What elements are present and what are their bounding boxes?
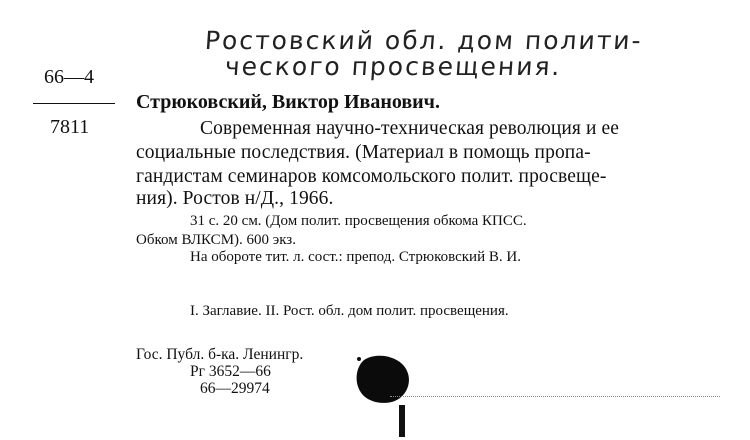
title-line-3: гандистам семинаров комсомольского полит. просвеще- [136, 166, 607, 187]
ink-drip [396, 405, 410, 437]
dotted-smudge [390, 396, 720, 397]
handwritten-note-line-1: Ростовский обл. дом полити- [203, 26, 644, 55]
tracings-line: I. Заглавие. II. Рост. обл. дом полит. просвещения. [190, 303, 509, 319]
shelfmark-bottom: 7811 [50, 116, 90, 138]
title-line-2: социальные последствия. (Материал в помощь пропа- [136, 142, 591, 163]
shelfmark-divider [33, 103, 115, 104]
library-code-1: Рг 3652—66 [190, 363, 271, 380]
library-code-2: 66—29974 [200, 380, 270, 397]
physical-description-line-1: 31 с. 20 см. (Дом полит. просвещения обкома КПСС. [190, 213, 527, 229]
physical-description-line-2: Обком ВЛКСМ). 600 экз. [136, 232, 296, 248]
handwritten-note-line-2: ческого просвещения. [223, 52, 563, 81]
author-heading: Стрюковский, Виктор Иванович. [136, 91, 440, 113]
title-line-4: ния). Ростов н/Д., 1966. [136, 188, 334, 209]
note-line: На обороте тит. л. сост.: препод. Стрюковский В. И. [190, 249, 521, 265]
shelfmark-top: 66—4 [44, 66, 94, 88]
library-name: Гос. Публ. б-ка. Ленингр. [136, 346, 304, 363]
title-line-1: Современная научно-техническая революция и ее [200, 118, 619, 139]
